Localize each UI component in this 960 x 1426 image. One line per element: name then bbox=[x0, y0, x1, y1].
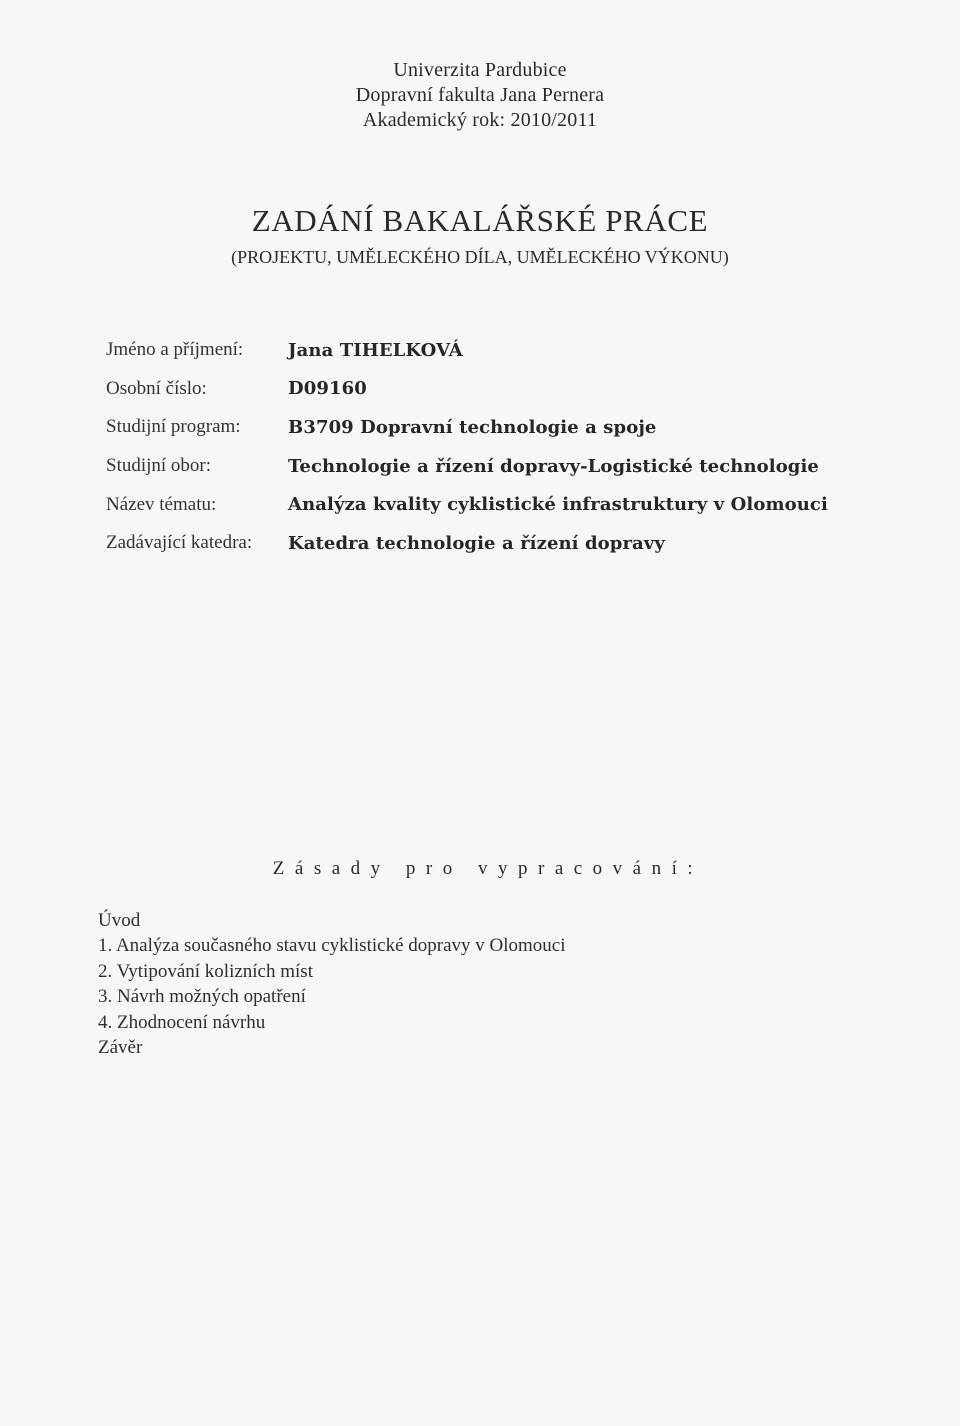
principles-list bbox=[98, 908, 566, 1060]
info-value: Jana TIHELKOVÁ bbox=[288, 339, 463, 361]
document-header bbox=[0, 58, 960, 133]
list-item: 4. Zhodnocení návrhu bbox=[98, 1011, 266, 1033]
list-item: Úvod bbox=[98, 910, 141, 931]
academic-year: Akademický rok: 2010/2011 bbox=[362, 109, 598, 131]
info-label: Název tématu: bbox=[106, 493, 217, 515]
info-row-personal-number bbox=[106, 370, 828, 409]
list-item: Závěr bbox=[98, 1037, 143, 1059]
document-title: ZADÁNÍ BAKALÁŘSKÉ PRÁCE bbox=[251, 203, 709, 238]
info-row-name bbox=[106, 331, 828, 370]
info-row-study-field bbox=[106, 447, 828, 486]
university-name: Univerzita Pardubice bbox=[393, 59, 567, 81]
info-row-study-program bbox=[106, 408, 828, 447]
info-label: Osobní číslo: bbox=[106, 377, 207, 399]
info-row-topic bbox=[106, 485, 828, 524]
info-value: Analýza kvality cyklistické infrastruktury v Olomouci bbox=[288, 494, 828, 516]
student-info-table bbox=[106, 331, 828, 563]
document-subtitle: (PROJEKTU, UMĚLECKÉHO DÍLA, UMĚLECKÉHO VÝKONU) bbox=[231, 247, 729, 267]
list-item: 3. Návrh možných opatření bbox=[98, 986, 306, 1008]
info-row-department bbox=[106, 524, 828, 563]
info-value: Technologie a řízení dopravy-Logistické technologie bbox=[288, 455, 819, 477]
principles-heading: Zásady pro vypracování: bbox=[272, 858, 704, 879]
info-label: Studijní obor: bbox=[106, 455, 212, 477]
info-label: Jméno a příjmení: bbox=[106, 339, 244, 361]
info-label: Zadávající katedra: bbox=[106, 532, 253, 554]
info-value: B3709 Dopravní technologie a spoje bbox=[288, 416, 657, 438]
info-label: Studijní program: bbox=[106, 416, 241, 438]
info-value: Katedra technologie a řízení dopravy bbox=[288, 532, 665, 554]
list-item: 1. Analýza současného stavu cyklistické dopravy v Olomouci bbox=[98, 935, 566, 957]
info-value: D09160 bbox=[288, 378, 367, 400]
faculty-name: Dopravní fakulta Jana Pernera bbox=[355, 84, 605, 106]
list-item: 2. Vytipování kolizních míst bbox=[98, 960, 313, 982]
